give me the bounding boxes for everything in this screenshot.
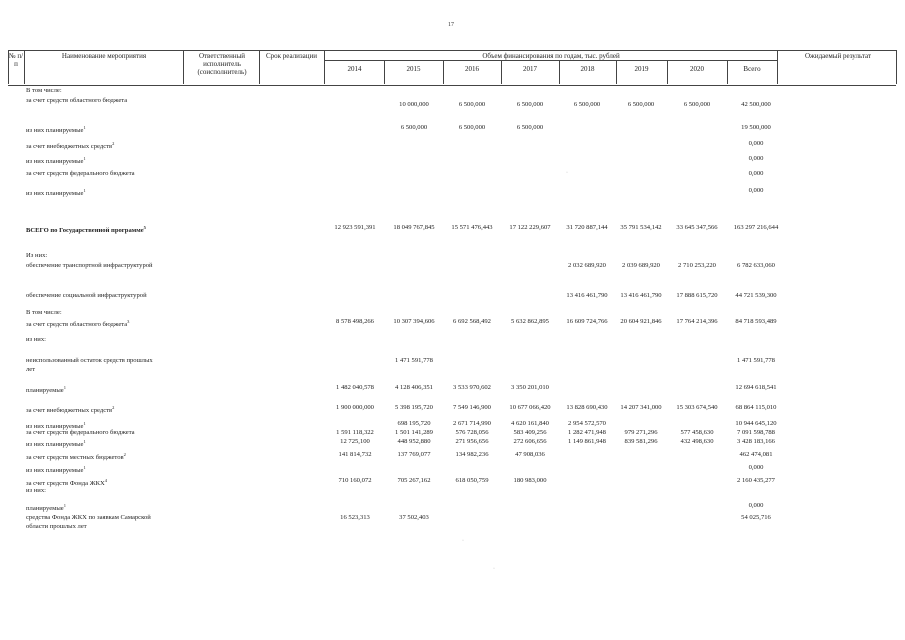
row-value-Всего: 1 471 591,778 [737, 357, 775, 364]
row-value-2018: 13 828 690,430 [566, 404, 608, 411]
row-value-2015: 6 500,000 [400, 124, 428, 131]
row-label: за счет средств федерального бюджета [26, 429, 135, 436]
footnote-mark: 1 [83, 188, 86, 193]
row-label: обеспечение социальной инфраструктурой [26, 292, 147, 299]
stray-mark: · [462, 538, 464, 544]
row-value-2016: 2 671 714,990 [453, 420, 491, 427]
row-label: за счет средств местных бюджетов$^2$ [26, 452, 126, 461]
row-value-2019: 35 791 534,142 [620, 224, 662, 231]
row-label: за счет внебюджетных средств$^2$ [26, 405, 115, 414]
row-label: из них: [26, 487, 46, 494]
row-label: В том числе: [26, 87, 62, 94]
row-value-2017: 272 606,656 [513, 438, 547, 445]
row-value-2018: 31 720 887,144 [566, 224, 608, 231]
row-label: за счет средств Фонда ЖКХ$^4$ [26, 478, 108, 487]
footnote-mark: 3 [127, 319, 130, 324]
row-label: за счет средств областного бюджета [26, 97, 128, 104]
row-value-2018: 6 500,000 [573, 101, 601, 108]
row-label: из них планируемые$^1$ [26, 465, 86, 474]
row-label: за счет средств областного бюджета$^3$ [26, 319, 130, 328]
row-value-Всего: 7 091 598,788 [737, 429, 775, 436]
row-label: из них планируемые$^1$ [26, 156, 86, 165]
row-value-2017: 583 409,256 [513, 429, 547, 436]
row-value-2019: 20 604 921,846 [620, 318, 662, 325]
row-value-Всего: 0,000 [748, 170, 764, 177]
row-value-2018: 16 609 724,766 [566, 318, 608, 325]
row-label: обеспечение транспортной инфраструктурой [26, 262, 153, 269]
page-number: 17 [448, 22, 454, 28]
row-value-2017: 5 632 862,895 [511, 318, 549, 325]
row-value-2016: 7 549 146,900 [453, 404, 491, 411]
header-year-5: 2019 [634, 65, 649, 73]
row-label: Из них: [26, 252, 48, 259]
row-value-2014: 1 591 118,322 [336, 429, 374, 436]
row-label: средства Фонда ЖКХ по заявкам Самарской [26, 514, 151, 521]
header-year-1: 2015 [406, 65, 421, 73]
row-value-2020: 17 888 615,720 [676, 292, 718, 299]
row-label: из них планируемые$^1$ [26, 439, 86, 448]
row-value-2014: 12 923 591,391 [334, 224, 376, 231]
row-value-2020: 33 645 347,566 [676, 224, 718, 231]
row-value-Всего: 12 694 618,541 [735, 384, 777, 391]
row-value-Всего: 0,000 [748, 155, 764, 162]
row-value-2015: 10 000,000 [399, 101, 429, 108]
footnote-mark: 1 [83, 465, 86, 470]
row-value-2019: 13 416 461,790 [620, 292, 662, 299]
row-value-2019: 2 039 689,920 [622, 262, 660, 269]
footnote-mark: 2 [123, 452, 126, 457]
row-value-Всего: 0,000 [748, 187, 764, 194]
row-value-Всего: 68 864 115,010 [735, 404, 777, 411]
row-value-2014: 16 523,313 [340, 514, 370, 521]
footnote-mark: 4 [104, 478, 108, 483]
row-value-2020: 432 498,630 [680, 438, 714, 445]
row-value-2017: 6 500,000 [516, 124, 544, 131]
row-label: ВСЕГО по Государственной программе$^5$ [26, 225, 146, 234]
row-value-2019: 14 207 341,000 [620, 404, 662, 411]
row-value-Всего: 44 721 539,300 [735, 292, 777, 299]
footnote-mark: 1 [83, 421, 86, 426]
row-value-Всего: 2 160 435,277 [737, 477, 775, 484]
row-value-2014: 141 814,732 [338, 451, 372, 458]
row-value-2015: 448 952,880 [397, 438, 431, 445]
row-label: планируемые$^1$ [26, 385, 66, 394]
row-value-2016: 6 500,000 [458, 124, 486, 131]
header-year-7: Всего [743, 65, 761, 73]
footnote-mark: 1 [63, 503, 66, 508]
grid-vertical-line [183, 50, 184, 84]
row-value-2018: 13 416 461,790 [566, 292, 608, 299]
row-value-2016: 271 956,656 [455, 438, 489, 445]
header-name: Наименование мероприятия [61, 52, 147, 60]
row-value-2015: 705 267,162 [397, 477, 431, 484]
row-value-2014: 1 482 040,578 [336, 384, 374, 391]
row-label: из них планируемые$^1$ [26, 188, 86, 197]
row-value-2017: 17 122 229,607 [509, 224, 551, 231]
row-value-2017: 10 677 066,420 [509, 404, 551, 411]
row-value-2019: 6 500,000 [627, 101, 655, 108]
row-value-2020: 577 458,630 [680, 429, 714, 436]
row-value-2015: 1 471 591,778 [395, 357, 433, 364]
row-value-2018: 1 149 861,948 [568, 438, 606, 445]
header-year-4: 2018 [580, 65, 595, 73]
stray-mark: · [493, 566, 495, 572]
row-label: лет [26, 366, 36, 373]
header-year-2: 2016 [465, 65, 479, 73]
row-value-Всего: 3 428 183,166 [737, 438, 775, 445]
footnote-mark: 1 [83, 156, 86, 161]
stray-mark: · [566, 170, 568, 176]
row-value-2015: 18 049 767,845 [393, 224, 435, 231]
footnote-mark: 5 [143, 225, 146, 230]
row-value-2019: 839 581,296 [624, 438, 658, 445]
row-value-2016: 134 982,236 [455, 451, 489, 458]
row-value-Всего: 19 500,000 [741, 124, 771, 131]
row-value-2014: 8 578 498,266 [336, 318, 374, 325]
row-value-2014: 12 725,100 [340, 438, 370, 445]
row-label: из них планируемые$^1$ [26, 125, 86, 134]
header-year-6: 2020 [690, 65, 704, 73]
row-value-2015: 37 502,403 [399, 514, 429, 521]
row-value-2018: 2 032 689,920 [568, 262, 606, 269]
row-value-Всего: 54 025,716 [741, 514, 771, 521]
header-year-3: 2017 [523, 65, 537, 73]
row-label: планируемые$^1$ [26, 503, 66, 512]
header-funding: Объем финансирования по годам, тыс. рублей [482, 52, 620, 60]
header-period: Срок реализации [265, 52, 318, 60]
row-value-2016: 3 533 970,602 [453, 384, 491, 391]
row-value-2015: 137 769,077 [397, 451, 431, 458]
footnote-mark: 1 [83, 125, 86, 130]
row-value-2018: 1 282 471,948 [568, 429, 606, 436]
header-number: № п/п [8, 52, 24, 68]
row-label: за счет внебюджетных средств$^2$ [26, 141, 115, 150]
row-label: области прошлых лет [26, 523, 87, 530]
row-label: за счет средств федерального бюджета [26, 170, 135, 177]
header-year-0: 2014 [347, 65, 362, 73]
row-label: из них планируемые$^1$ [26, 421, 86, 430]
header-result: Ожидаемый результат [804, 52, 872, 60]
footnote-mark: 1 [83, 439, 86, 444]
row-value-2015: 698 195,720 [397, 420, 431, 427]
row-value-2015: 1 501 141,289 [395, 429, 433, 436]
row-value-2017: 180 983,000 [513, 477, 547, 484]
row-value-2017: 4 620 161,840 [511, 420, 549, 427]
footnote-mark: 2 [112, 141, 115, 146]
row-value-2016: 618 050,759 [455, 477, 489, 484]
row-value-2016: 6 692 568,492 [453, 318, 491, 325]
row-value-2020: 15 303 674,540 [676, 404, 718, 411]
row-value-Всего: 163 297 216,644 [733, 224, 779, 231]
row-value-2014: 1 900 000,000 [336, 404, 374, 411]
row-value-2017: 3 350 201,010 [511, 384, 549, 391]
row-value-Всего: 0,000 [748, 140, 764, 147]
grid-vertical-line [777, 50, 778, 84]
row-value-2017: 47 908,036 [515, 451, 545, 458]
row-value-2015: 4 128 406,351 [395, 384, 433, 391]
row-value-2018: 2 954 572,570 [568, 420, 606, 427]
footnote-mark: 1 [63, 385, 66, 390]
row-value-2016: 576 728,056 [455, 429, 489, 436]
grid-vertical-line [896, 50, 897, 84]
footnote-mark: 2 [112, 405, 115, 410]
row-value-2020: 6 500,000 [683, 101, 711, 108]
row-value-2019: 979 271,296 [624, 429, 658, 436]
row-value-Всего: 0,000 [748, 502, 764, 509]
row-value-Всего: 6 782 633,060 [737, 262, 775, 269]
grid-horizontal-line [324, 60, 777, 61]
row-value-2016: 15 571 476,443 [451, 224, 493, 231]
grid-vertical-line [24, 50, 25, 84]
row-value-2015: 5 398 195,720 [395, 404, 433, 411]
row-label: В том числе: [26, 309, 62, 316]
header-responsible: Ответственный исполнитель (соисполнитель) [197, 52, 247, 76]
row-value-Всего: 10 944 645,120 [735, 420, 777, 427]
row-value-2015: 10 307 394,606 [393, 318, 435, 325]
row-value-Всего: 42 500,000 [741, 101, 771, 108]
row-value-Всего: 462 474,081 [739, 451, 773, 458]
row-value-2020: 2 710 253,220 [678, 262, 716, 269]
row-label: неиспользованный остаток средств прошлых [26, 357, 153, 364]
row-value-2017: 6 500,000 [516, 101, 544, 108]
row-value-2016: 6 500,000 [458, 101, 486, 108]
row-value-2020: 17 764 214,396 [676, 318, 718, 325]
row-label: из них: [26, 336, 46, 343]
row-value-Всего: 84 718 593,489 [735, 318, 777, 325]
row-value-Всего: 0,000 [748, 464, 764, 471]
row-value-2014: 710 160,072 [338, 477, 372, 484]
